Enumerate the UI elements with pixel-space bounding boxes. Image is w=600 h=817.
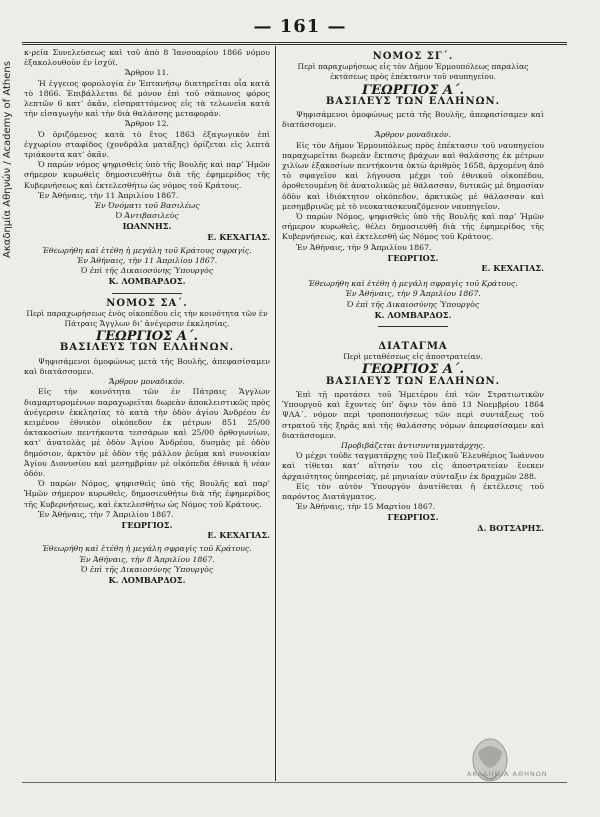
king-heading: ΓΕΩΡΓΙΟΣ Α΄. [362, 82, 464, 98]
seal-date: Ἐν Ἀθήναις, τὴν 9 Ἀπριλίου 1867. [345, 289, 481, 299]
seal-date: Ἐν Ἀθήναις, τὴν 8 Ἀπριλίου 1867. [79, 554, 215, 564]
seal-minister: Ὁ ἐπὶ τῆς Δικαιοσύνης Ὑπουργὸς [80, 266, 214, 276]
date-line: Ἐν Ἀθήναις, τὴν 9 Ἀπριλίου 1867. [296, 242, 432, 252]
side-watermark: Ακαδημία Αθηνών / Academy of Athens [2, 61, 13, 258]
seal-minister: Ὁ ἐπὶ τῆς Δικαιοσύνης Ὑπουργὸς [346, 299, 480, 309]
article-heading: Ἄρθρον μοναδικόν. [108, 377, 186, 387]
date-line: Ἐν Ἀθήναις, τὴν 11 Ἀπριλίου 1867. [38, 190, 179, 200]
article-heading: Ἄρθρον 12. [125, 119, 169, 129]
law-title: ΝΟΜΟΣ ΣΑ΄. [106, 297, 188, 309]
paragraph: Εἰς τὸν αὐτὸν Ὑπουργὸν ἀνατίθεται ἡ ἐκτέλεσις τοῦ παρόντος Διατάγματος. [282, 481, 544, 501]
signature-kechagias: Ε. ΚΕΧΑΓΙΑΣ. [207, 530, 270, 541]
top-rule-2 [22, 44, 567, 45]
signature-lomvardos: Κ. ΛΟΜΒΑΡΔΟΣ. [108, 574, 186, 585]
signature-kechagias: Ε. ΚΕΧΑΓΙΑΣ. [481, 263, 544, 274]
signature-kechagias: Ε. ΚΕΧΑΓΙΑΣ. [207, 231, 270, 242]
king-title: ΒΑΣΙΛΕΥΣ ΤΩΝ ΕΛΛΗΝΩΝ. [59, 342, 235, 354]
king-heading: ΓΕΩΡΓΙΟΣ Α΄. [362, 362, 464, 378]
paragraph: Ψηφισάμενοι ὁμοφώνως μετὰ τῆς Βουλῆς, ἀπεφασίσαμεν καὶ διατάσσομεν. [24, 356, 270, 376]
stamp-label: ΑΚΑΔΗΜΙΑ ΑΘΗΝΩΝ [467, 770, 548, 778]
top-rule [22, 42, 567, 43]
signature-lomvardos: Κ. ΛΟΜΒΑΡΔΟΣ. [108, 276, 186, 287]
paragraph: Ἐπὶ τῇ προτάσει τοῦ Ἡμετέρου ἐπὶ τῶν Στρατιωτικῶν Ὑπουργοῦ καὶ ἔχοντες ὑπ’ ὄψιν τὸν ἀπὸ 13 Νοεμβρίου 1864 ΨΛΑ΄. νόμον περὶ τροποποιήσεως τῶν περὶ συντάξεως τοῦ στρατοῦ τῆς ξηρᾶς καὶ τῆς θαλάσσης νόμων ἀπεφασίσαμεν καὶ διατάσσομεν. [282, 389, 544, 440]
seal-note: Ἐθεωρήθη καὶ ἐτέθη ἡ μεγάλη τοῦ Κράτους σφραγίς. [42, 245, 252, 255]
paragraph: Εἰς τὸν Δῆμον Ἑρμουπόλεως πρὸς ἐπέκτασιν τοῦ ναυπηγείου παραχωρεῖται δωρεὰν ἔκτασις βράχων καὶ θαλάσσης ἐκ μέτρων χιλίων ἑξακοσίων πεντήκοντα ὀκτὼ ἀριθμὸς 1658, ἀρχομένη ἀπὸ τὸ σφαγεῖον καὶ λήγουσα μέχρι τοῦ ἐθνικοῦ οἰκοπέδου, ὁροθετουμένη δὲ ἀνατολικῶς μὲ θάλασσαν, δυτικῶς μὲ δημοσίαν ὁδὸν καὶ ἰδιόκτητον οἰκόπεδον, ἀρκτικῶς μὲ θάλασσαν καὶ μεσημβρινῶς μὲ τὸ νεοκατασκευαζόμενον ναυπηγεῖον. [282, 140, 544, 211]
left-column [24, 48, 270, 585]
decree-subtitle: Περὶ μεταθέσεως εἰς ἀποστρατείαν. [343, 352, 483, 362]
paragraph: Ὁ παρὼν νόμος ψηφισθεὶς ὑπὸ τῆς Βουλῆς καὶ παρ’ Ἡμῶν σήμερον κυρωθεὶς δημοσιευθήτω διὰ τῆς ἐφημερίδος τῆς Κυβερνήσεως καὶ ἐκτελεσθήτω ὡς νόμος τοῦ Κράτους. [24, 160, 270, 190]
article-heading: Ἄρθρον μοναδικόν. [374, 130, 452, 140]
king-title: ΒΑΣΙΛΕΥΣ ΤΩΝ ΕΛΛΗΝΩΝ. [325, 375, 501, 387]
signature-votsaris: Δ. ΒΟΤΣΑΡΗΣ. [477, 522, 544, 533]
date-line: Ἐν Ἀθήναις, τὴν 7 Ἀπριλίου 1867. [38, 509, 174, 519]
signature-lomvardos: Κ. ΛΟΜΒΑΡΔΟΣ. [374, 309, 452, 320]
law-subtitle: Περὶ παραχωρήσεως ἑνὸς οἰκοπέδου εἰς τὴν κοινότητα τῶν ἐν Πάτραις Ἄγγλων δι’ ἀνέγερσιν ἐκκλησίας. [26, 308, 268, 329]
separator [112, 293, 182, 294]
paragraph: κ-ρεία Συνελεύσεως καὶ τοῦ ἀπὸ 8 Ἰανουαρίου 1866 νόμου ἐξακολουθοῦν ἐν ἰσχύϊ. [24, 48, 270, 68]
signature-georgios: ΓΕΩΡΓΙΟΣ. [387, 512, 439, 523]
seal-note: Ἐθεωρήθη καὶ ἐτέθη ἡ μεγάλη σφραγὶς τοῦ Κράτους. [308, 279, 518, 289]
signature-georgios: ΓΕΩΡΓΙΟΣ. [387, 252, 439, 263]
paragraph: Εἰς τὴν κοινότητα τῶν ἐν Πάτραις Ἄγγλων διαμαρτυρομένων παραχωρεῖται δωρεὰν ἀποκλειστικῶς πρὸς ἀνέγερσιν ἐκκλησίας τὸ κατὰ τὴν ὁδὸν ἁγίου Ἀνδρέου ἐν κειμένον ἐθνικὸν οἰκόπεδον ἐκ μέτρων 851 25/00 ὀκτακοσίων πεντήκοντα τεσσάρων καὶ 25/00 ὀρθογωνίων, κατ’ ἀνατολὰς μὲ ὁδὸν Ἁγίου Ἀνδρέου, δυσμὰς μὲ ὁδὸν δημόσιον, ἀρκτὸν μὲ ὁδὸν τῆς μάλλον ῥεῦμα καὶ συνοικίαν Ἁγίου Διονυσίου καὶ μεσημβρίαν μὲ οἰκόπεδα ἐθνικὰ ἢ νέαν ὁδόν. [24, 387, 270, 478]
king-heading: ΓΕΩΡΓΙΟΣ Α΄. [96, 329, 198, 345]
bottom-rule [22, 782, 567, 783]
date-line: Ἐν Ἀθήναις, τὴν 15 Μαρτίου 1867. [296, 502, 436, 512]
signature-ioannis: ΙΩΑΝΝΗΣ. [122, 221, 172, 232]
article-heading: Ἄρθρον 11. [125, 68, 169, 78]
paragraph: Ἡ ἐγγειος φορολογία ἐν Ἑπτανήσῳ διατηρεῖται οἷα κατὰ τὸ 1866. Ἐπιβάλλεται δὲ μόνον ἐπὶ τοῦ σάπωνος φόρος λεπτῶν 6 κατ’ ὀκᾶν, εἰσπραττόμενος εἰς τὰ τελωνεῖα κατὰ τὴν εἰσαγωγὴν καὶ τὴν διὰ θαλάσσης μεταφοράν. [24, 78, 270, 119]
seal-date: Ἐν Ἀθήναις, τὴν 11 Ἀπριλίου 1867. [76, 256, 218, 266]
paragraph: Ὁ ὁριζόμενος κατὰ τὸ ἔτος 1863 ἐξαγωγικὸν ἐπὶ ἐγχωρίου σταφίδος (χονδράλα ματάξης) ὁρίζεται εἰς λεπτὰ τριάκοντα κατ’ ὀκᾶν. [24, 129, 270, 160]
law-subtitle: Περὶ παραχωρήσεως εἰς τὸν Δῆμον Ἑρμουπόλεως παραλίας ἐκτάσεως πρὸς ἐπέκτασιν τοῦ ναυπηγείου. [297, 62, 529, 82]
seal-minister: Ὁ ἐπὶ τῆς Δικαιοσύνης Ὑπουργὸς [80, 564, 214, 574]
in-name-of-king: Ἐν Ὀνόματι τοῦ Βασιλέως [94, 201, 200, 211]
regent-title: Ὁ Ἀντιβασιλεὺς [115, 211, 179, 221]
seal-note: Ἐθεωρήθη καὶ ἐτέθη ἡ μεγάλη σφραγὶς τοῦ Κράτους. [42, 544, 252, 554]
king-title: ΒΑΣΙΛΕΥΣ ΤΩΝ ΕΛΛΗΝΩΝ. [325, 95, 501, 107]
right-column [282, 48, 544, 533]
paragraph: Ὁ παρὼν Νόμος, ψηφισθεὶς ὑπὸ τῆς Βουλῆς καὶ παρ’ Ἡμῶν σήμερον κυρωθεὶς, θέλει δημοσιευθῆ διὰ τῆς ἐφημερίδος τῆς Κυβερνήσεως, καὶ ἐκτελεσθῆ ὡς Νόμος τοῦ Κράτους. [282, 212, 544, 242]
column-divider [275, 46, 276, 781]
decree-title: ΔΙΑΤΑΓΜΑ [378, 341, 448, 353]
paragraph: Ὁ παρὼν Νόμος, ψηφισθεὶς ὑπὸ τῆς Βουλῆς καὶ παρ’ Ἡμῶν σήμερον κυρωθεὶς, δημοσιευθήτω διὰ τῆς ἐφημερίδος τῆς Κυβερνήσεως, καὶ ἐκτελεσθήτω ὡς Νόμος τοῦ Κράτους. [24, 479, 270, 509]
separator [378, 326, 448, 327]
page-number: — 161 — [253, 16, 347, 37]
law-title: ΝΟΜΟΣ ΣΓ΄. [372, 51, 454, 62]
signature-georgios: ΓΕΩΡΓΙΟΣ. [121, 519, 173, 530]
academy-stamp-icon [460, 734, 570, 794]
paragraph: Ψηφισάμενοι ὁμοφώνως μετὰ τῆς Βουλῆς, ἀπεφασίσαμεν καὶ διατάσσομεν. [282, 110, 544, 130]
paragraph: Ὁ μέχρι τοῦδε ταγματάρχης τοῦ Πεζικοῦ Ἐλευθέριος Ἰωάννου καὶ τίθεται κατ’ αἴτησίν του εἰς ἀποστρατείαν ἕνεκεν ἀρχαιότητος ὑπηρεσίας, μὲ μηνιαίαν σύνταξιν ἐκ δραχμῶν 288. [282, 451, 544, 481]
section-heading: Προβιβάζεται ἀντισυνταγματάρχης. [340, 440, 486, 450]
